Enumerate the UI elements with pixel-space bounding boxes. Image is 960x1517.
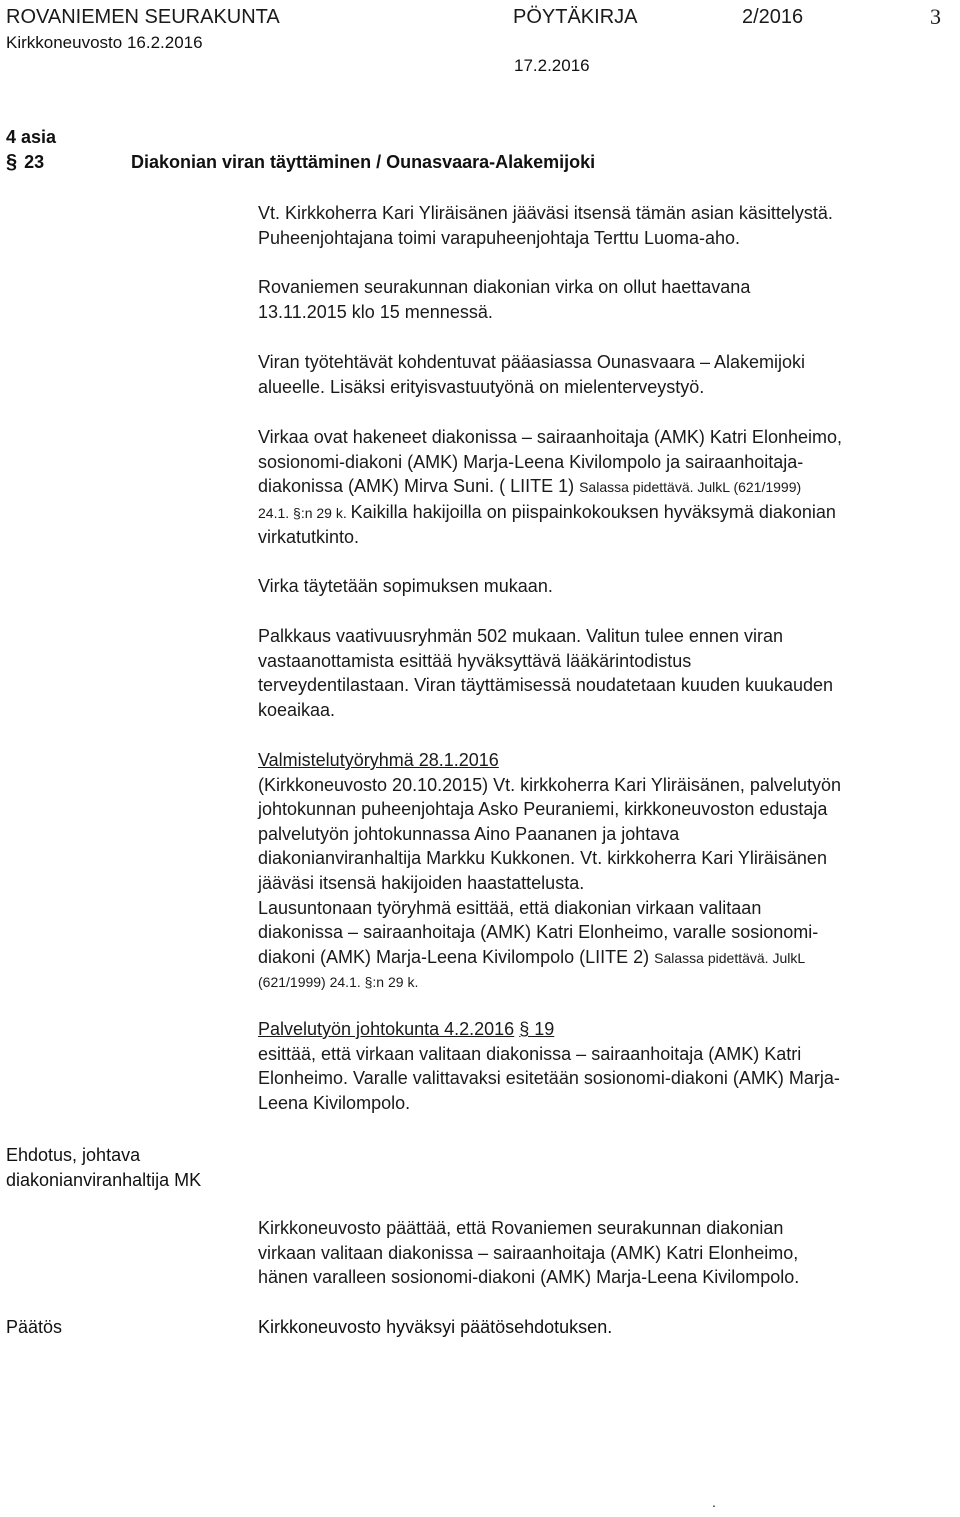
paragraph-applicants bbox=[258, 425, 958, 550]
committee-heading: Palvelutyön johtokunta 4.2.2016 bbox=[258, 1019, 515, 1039]
committee-section: § 19 bbox=[519, 1019, 555, 1039]
paragraph-line: virkatutkinto. bbox=[258, 527, 360, 548]
paragraph-line: sosionomi-diakoni (AMK) Marja-Leena Kivilompolo ja sairaanhoitaja- bbox=[258, 451, 804, 472]
proposal-text bbox=[258, 1216, 958, 1290]
working-group-heading: Valmistelutyöryhmä 28.1.2016 bbox=[258, 750, 499, 770]
paragraph-line: diakonissa – sairaanhoitaja (AMK) Katri Elonheimo, varalle sosionomi- bbox=[258, 922, 819, 943]
paragraph-line: 13.11.2015 klo 15 mennessä. bbox=[258, 301, 493, 322]
paragraph-line: Elonheimo. Varalle valittavaksi esitetään sosionomi-diakoni (AMK) Marja- bbox=[258, 1068, 840, 1089]
text-fragment: Kaikilla hakijoilla on piispainkokouksen hyväksymä diakonian bbox=[350, 501, 836, 522]
decision-label: Päätös bbox=[6, 1317, 63, 1337]
item-asia: 4 asia bbox=[6, 127, 57, 147]
doc-type: PÖYTÄKIRJA bbox=[513, 6, 638, 28]
paragraph-line: jääväsi itsensä hakijoiden haastattelusta. bbox=[258, 872, 585, 893]
paragraph-line: Virka täytetään sopimuksen mukaan. bbox=[258, 576, 553, 596]
paragraph-line: Rovaniemen seurakunnan diakonian virka on ollut haettavana bbox=[258, 277, 751, 297]
paragraph-vacancy bbox=[258, 275, 958, 324]
paragraph-line: virkaan valitaan diakonissa – sairaanhoitaja (AMK) Katri Elonheimo, bbox=[258, 1242, 799, 1263]
proposal-label-line: Ehdotus, johtava bbox=[6, 1145, 141, 1165]
proposal-label-line: diakonianviranhaltija MK bbox=[6, 1169, 202, 1190]
paragraph-line: Palkkaus vaativuusryhmän 502 mukaan. Valitun tulee ennen viran bbox=[258, 626, 783, 646]
item-title: Diakonian viran täyttäminen / Ounasvaara-Alakemijoki bbox=[131, 152, 596, 172]
text-fragment: diakonissa (AMK) Mirva Suni. ( LIITE 1) bbox=[258, 476, 580, 497]
paragraph-working-group bbox=[258, 748, 958, 995]
doc-number: 2/2016 bbox=[742, 6, 804, 28]
paragraph-line: Virkaa ovat hakeneet diakonissa – sairaanhoitaja (AMK) Katri Elonheimo, bbox=[258, 427, 842, 447]
paragraph-salary bbox=[258, 624, 958, 722]
paragraph-duties bbox=[258, 350, 958, 399]
paragraph-line: palvelutyön johtokunnassa Aino Paananen ja johtava bbox=[258, 823, 680, 844]
confidential-note: Salassa pidettävä. JulkL (621/1999) bbox=[579, 479, 802, 496]
paragraph-line: diakonianviranhaltija Markku Kukkonen. Vt. kirkkoherra Kari Yliräisänen bbox=[258, 848, 827, 869]
paragraph-line bbox=[258, 500, 958, 526]
paragraph-line: Viran työtehtävät kohdentuvat pääasiassa Ounasvaara – Alakemijoki bbox=[258, 352, 806, 372]
proposal-label bbox=[6, 1143, 201, 1192]
paragraph-line: Kirkkoneuvosto päättää, että Rovaniemen seurakunnan diakonian bbox=[258, 1218, 784, 1238]
paragraph-line: Puheenjohtajana toimi varapuheenjohtaja Terttu Luoma-aho. bbox=[258, 227, 741, 248]
meeting-date: Kirkkoneuvosto 16.2.2016 bbox=[6, 33, 203, 52]
paragraph-committee bbox=[258, 1017, 958, 1115]
item-number bbox=[6, 150, 44, 174]
confidential-note: (621/1999) 24.1. §:n 29 k. bbox=[258, 974, 419, 991]
paragraph-line: koeaikaa. bbox=[258, 699, 336, 720]
paragraph-line: (Kirkkoneuvosto 20.10.2015) Vt. kirkkoherra Kari Yliräisänen, palvelutyön bbox=[258, 774, 841, 795]
text-fragment: diakoni (AMK) Marja-Leena Kivilompolo (LIITE 2) bbox=[258, 946, 655, 967]
paragraph-line: Leena Kivilompolo. bbox=[258, 1092, 411, 1113]
confidential-note: Salassa pidettävä. JulkL bbox=[654, 949, 806, 966]
paragraph-line: alueelle. Lisäksi erityisvastuutyönä on mielenterveystyö. bbox=[258, 376, 705, 397]
confidential-note: 24.1. §:n 29 k. bbox=[258, 504, 351, 521]
footer-mark: . bbox=[712, 1494, 716, 1510]
section-symbol: § bbox=[6, 151, 18, 173]
paragraph-line bbox=[258, 1017, 958, 1042]
paragraph-line: hänen varalleen sosionomi-diakoni (AMK) Marja-Leena Kivilompolo. bbox=[258, 1267, 800, 1288]
paragraph-line: vastaanottamista esittää hyväksyttävä lääkärintodistus bbox=[258, 650, 692, 671]
paragraph-recusal bbox=[258, 201, 958, 250]
org-name: ROVANIEMEN SEURAKUNTA bbox=[6, 6, 280, 28]
paragraph-line: Lausuntonaan työryhmä esittää, että diakonian virkaan valitaan bbox=[258, 897, 762, 918]
paragraph-line: esittää, että virkaan valitaan diakonissa – sairaanhoitaja (AMK) Katri bbox=[258, 1043, 802, 1064]
paragraph-line: terveydentilastaan. Viran täyttämisessä noudatetaan kuuden kuukauden bbox=[258, 675, 834, 696]
paragraph-line: Vt. Kirkkoherra Kari Yliräisänen jääväsi itsensä tämän asian käsittelystä. bbox=[258, 203, 833, 223]
item-section-number: 23 bbox=[24, 152, 45, 172]
paragraph-line bbox=[258, 474, 958, 500]
paragraph-agreement bbox=[258, 574, 958, 599]
page-number: 3 bbox=[930, 4, 941, 29]
paragraph-line: johtokunnan puheenjohtaja Asko Peuraniemi, kirkkoneuvoston edustaja bbox=[258, 799, 828, 820]
paragraph-line bbox=[258, 945, 958, 971]
decision-text: Kirkkoneuvosto hyväksyi päätösehdotuksen. bbox=[258, 1317, 613, 1337]
protocol-date: 17.2.2016 bbox=[514, 56, 590, 75]
